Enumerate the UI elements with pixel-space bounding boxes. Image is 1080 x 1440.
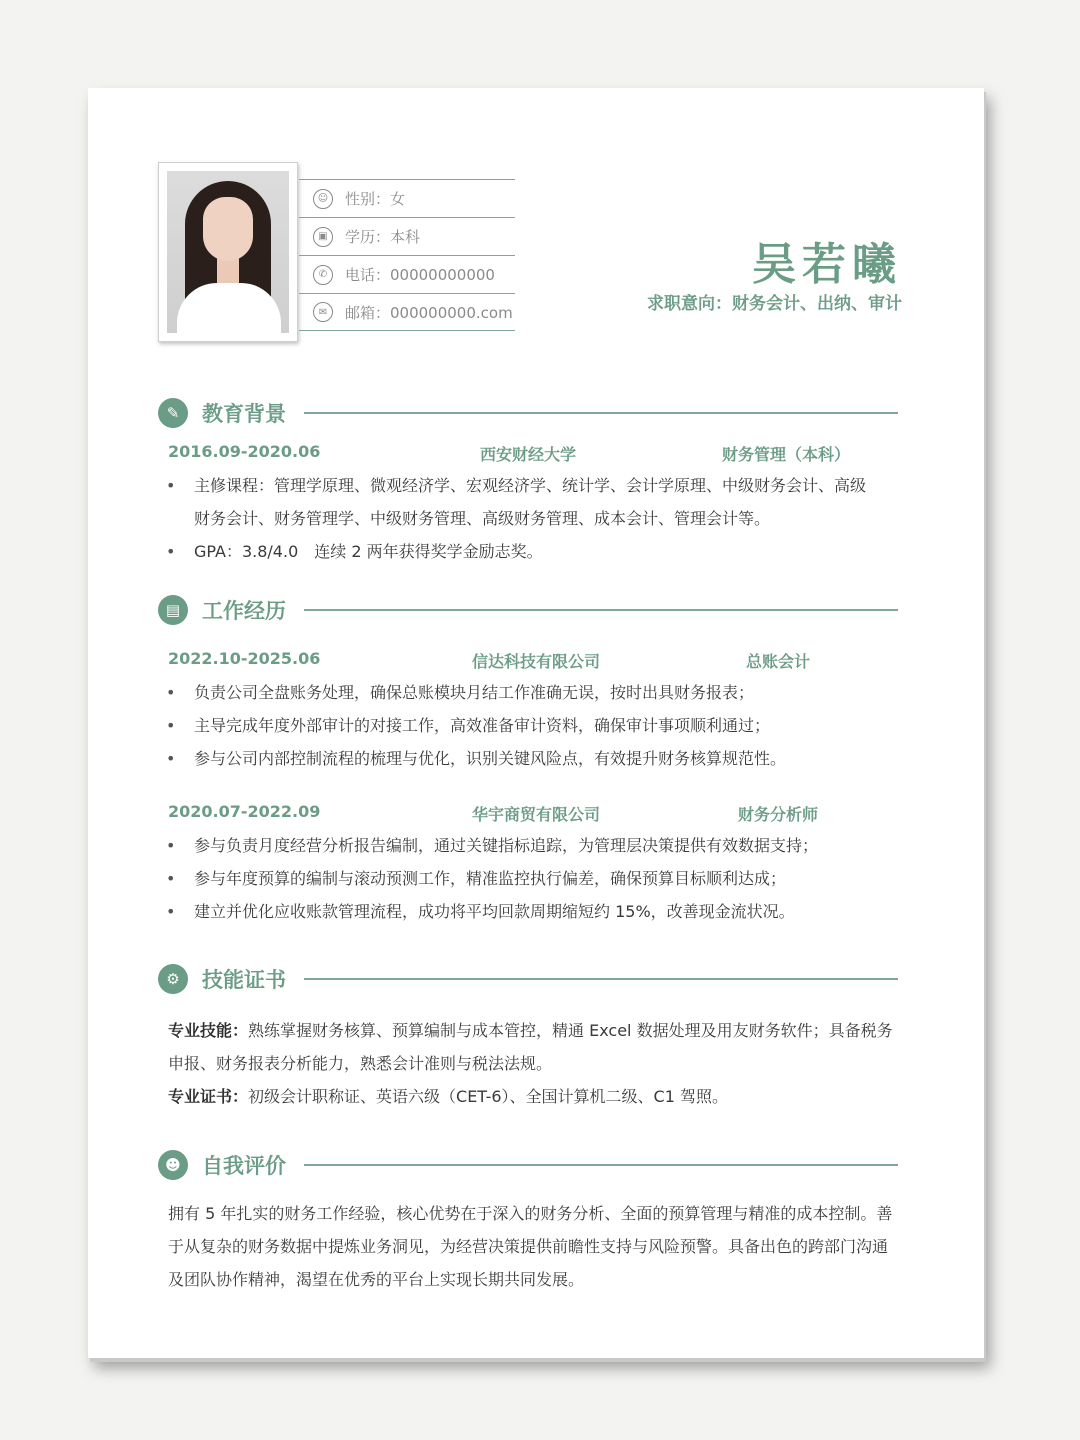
section-title: 技能证书 (202, 968, 286, 992)
skill-label: 专业技能： (168, 1021, 249, 1040)
entry-date: 2016.09-2020.06 (168, 442, 321, 461)
phone-icon: ✆ (313, 265, 333, 285)
personal-info (299, 179, 515, 331)
cert-label: 专业证书： (168, 1087, 249, 1106)
entry-school: 西安财经大学 (480, 445, 577, 464)
list-item: • 主导完成年度外部审计的对接工作，高效准备审计资料，确保审计事项顺利通过； (194, 709, 874, 742)
divider (304, 1164, 898, 1166)
info-education (299, 217, 515, 255)
gender-text: 性别：女 (345, 190, 406, 208)
education-text: 学历：本科 (345, 228, 421, 246)
entry-role: 财务分析师 (738, 805, 819, 824)
user-icon: ☻ (158, 1150, 188, 1180)
list-item: • 主修课程：管理学原理、微观经济学、宏观经济学、统计学、会计学原理、中级财务会计、高级财务会计、财务管理学、中级财务管理、高级财务管理、成本会计、管理会计等。 (194, 469, 874, 535)
job-bullets (194, 676, 874, 775)
list-item: • 参与负责月度经营分析报告编制，通过关键指标追踪，为管理层决策提供有效数据支持； (194, 829, 874, 862)
education-section-header (158, 396, 898, 430)
section-title: 自我评价 (202, 1154, 286, 1178)
list-item: • 参与年度预算的编制与滚动预测工作，精准监控执行偏差，确保预算目标顺利达成； (194, 862, 874, 895)
list-item: • 建立并优化应收账款管理流程，成功将平均回款周期缩短约 15%，改善现金流状况。 (194, 895, 874, 928)
entry-company: 信达科技有限公司 (472, 652, 601, 671)
self-section-header (158, 1148, 898, 1182)
portrait-image (167, 171, 289, 333)
section-title: 工作经历 (202, 599, 286, 623)
list-item: • GPA：3.8/4.0 连续 2 两年获得奖学金励志奖。 (194, 535, 874, 568)
job-intent: 求职意向：财务会计、出纳、审计 (647, 294, 902, 314)
entry-date: 2022.10-2025.06 (168, 649, 321, 668)
job-bullets (194, 829, 874, 928)
cert-content: 初级会计职称证、英语六级（CET-6）、全国计算机二级、C1 驾照。 (248, 1087, 728, 1106)
gear-icon: ⚙ (158, 964, 188, 994)
entry-major: 财务管理（本科） (722, 445, 851, 464)
info-email (299, 293, 515, 331)
entry-date: 2020.07-2022.09 (168, 802, 321, 821)
graduation-icon: ▣ (313, 227, 333, 247)
entry-company: 华宇商贸有限公司 (472, 805, 601, 824)
list-item: • 参与公司内部控制流程的梳理与优化，识别关键风险点，有效提升财务核算规范性。 (194, 742, 874, 775)
email-text: 邮箱：000000000.com (345, 303, 513, 322)
education-icon: ✎ (158, 398, 188, 428)
self-evaluation-text: 拥有 5 年扎实的财务工作经验，核心优势在于深入的财务分析、全面的预算管理与精准的成本控制。善于从复杂的财务数据中提炼业务洞见，为经营决策提供前瞻性支持与风险预警。具备出色的跨部门沟通及团队协作精神，渴望在优秀的平台上实现长期共同发展。 (168, 1204, 893, 1289)
info-phone (299, 255, 515, 293)
profile-photo (158, 162, 298, 342)
section-title: 教育背景 (202, 402, 286, 426)
work-section-header (158, 593, 898, 627)
skill-content: 熟练掌握财务核算、预算编制与成本管控，精通 Excel 数据处理及用友财务软件；具备税务申报、财务报表分析能力，熟悉会计准则与税法法规。 (168, 1021, 893, 1073)
skills-text (168, 1014, 898, 1113)
info-gender (299, 179, 515, 217)
candidate-name: 吴若曦 (752, 239, 902, 290)
briefcase-icon: ▤ (158, 595, 188, 625)
skills-section-header (158, 962, 898, 996)
phone-text: 电话：00000000000 (345, 266, 495, 284)
divider (304, 978, 898, 980)
entry-role: 总账会计 (746, 652, 811, 671)
mail-icon: ✉ (313, 302, 333, 322)
education-bullets (194, 469, 874, 568)
person-icon: ☺ (313, 189, 333, 209)
resume-page (88, 88, 984, 1358)
divider (304, 609, 898, 611)
divider (304, 412, 898, 414)
list-item: • 负责公司全盘账务处理，确保总账模块月结工作准确无误，按时出具财务报表； (194, 676, 874, 709)
